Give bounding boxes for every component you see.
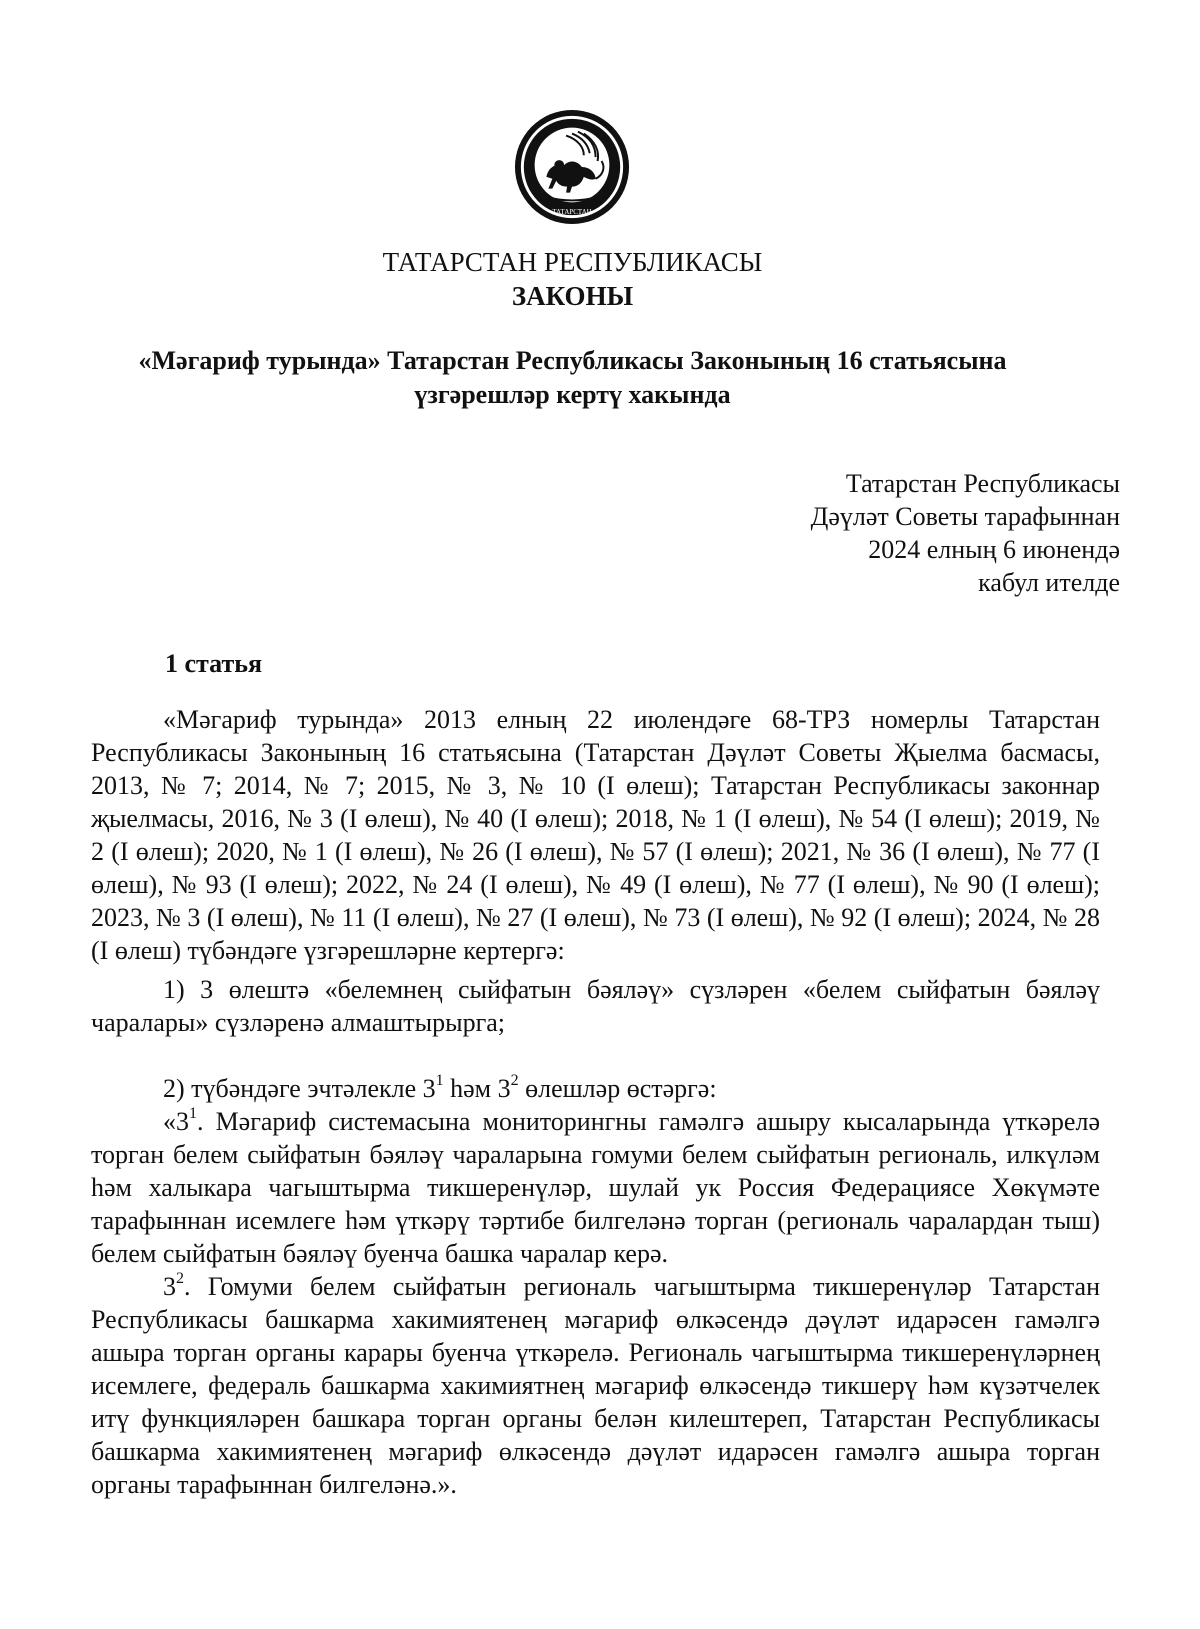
article-part-3-1: «$3^1$. Мәгариф системасына мониторингны гамәлгә ашыру кысаларында үткәрелә торган белем сыйфатын бәяләү чараларына гомуми белем сыйфатын региональ, илкүләм һәм халыкара чагыштырма тикшеренүләр, шулай ук Россия Федерациясе Хөкүмәте тарафыннан исемлеге һәм үткәрү тәртибе билгеләнә торган (региональ чаралардан тыш) белем сыйфатын бәяләү буенча башка чаралар керә. [91,1105,1100,1268]
header-law: ЗАКОНЫ [511,281,634,311]
article-item-1-block [91,973,1100,1039]
article-intro-block [91,703,1100,967]
law-title-line-2: үзгәрешләр кертү хакында [414,380,731,409]
article-item-2-block [91,1072,1100,1501]
article-part-3-2: $3^2$. Гомуми белем сыйфатын региональ чагыштырма тикшеренүләр Татарстан Республикасы башкарма хакимиятенең мәгариф өлкәсендә дәүләт идарәсен гамәлгә ашыра торган органы карары буенча үткәрелә. Региональ чагыштырма тикшеренүләрнең исемлеге, федераль башкарма хакимиятнең мәгариф өлкәсендә тикшерү һәм күзәтчелек итү функцияләрен башкара торган органы белән килештереп, Татарстан Республикасы башкарма хакимиятенең мәгариф өлкәсендә дәүләт идарәсен гамәлгә ашыра торган органы тарафыннан билгеләнә.». [91,1270,1100,1499]
law-title [60,344,1085,412]
article-heading: 1 статья [165,649,263,678]
article-item-2: 2) түбәндәге эчтәлекле $3^1$ һәм $3^2$ өлешләр өстәргә: [163,1072,717,1103]
article-item-1: 1) 3 өлештә «белемнең сыйфатын бәяләү» сүзләрен «белем сыйфатын бәяләү чаралары» сүзләренә алмаштырырга; [91,975,1100,1037]
tatarstan-coat-of-arms-icon [513,108,631,226]
article-intro-paragraph: «Мәгариф турында» 2013 елның 22 июлендәге 68-ТРЗ номерлы Татарстан Республикасы Законының 16 статьясына (Татарстан Дәүләт Советы Җыелма басмасы, 2013, № 7; 2014, № 7; 2015, № 3, № 10 (I өлеш); Татарстан Республикасы законнар җыелмасы, 2016, № 3 (I өлеш), № 40 (I өлеш); 2018, № 1 (I өлеш), № 54 (I өлеш); 2019, № 2 (I өлеш); 2020, № 1 (I өлеш), № 26 (I өлеш), № 57 (I өлеш); 2021, № 36 (I өлеш), № 77 (I өлеш), № 93 (I өлеш); 2022, № 24 (I өлеш), № 49 (I өлеш), № 77 (I өлеш), № 90 (I өлеш); 2023, № 3 (I өлеш), № 11 (I өлеш), № 27 (I өлеш), № 73 (I өлеш), № 92 (I өлеш); 2024, № 28 (I өлеш) түбәндәге үзгәрешләрне кертергә: [91,705,1100,965]
adoption-line-1: Татарстан Республикасы [845,469,1120,498]
adoption-line-4: кабул ителде [978,568,1120,597]
emblem-ring-text: ТАТАРСТАН [552,209,592,217]
adoption-line-3: 2024 елның 6 июнендә [868,535,1120,564]
adoption-line-2: Дәүләт Советы тарафыннан [810,502,1120,531]
law-title-line-1: «Мәгариф турында» Татарстан Республикасы Законының 16 статьясына [138,346,1007,375]
header-republic: ТАТАРСТАН РЕСПУБЛИКАСЫ [382,247,763,277]
adoption-block [811,467,1120,599]
